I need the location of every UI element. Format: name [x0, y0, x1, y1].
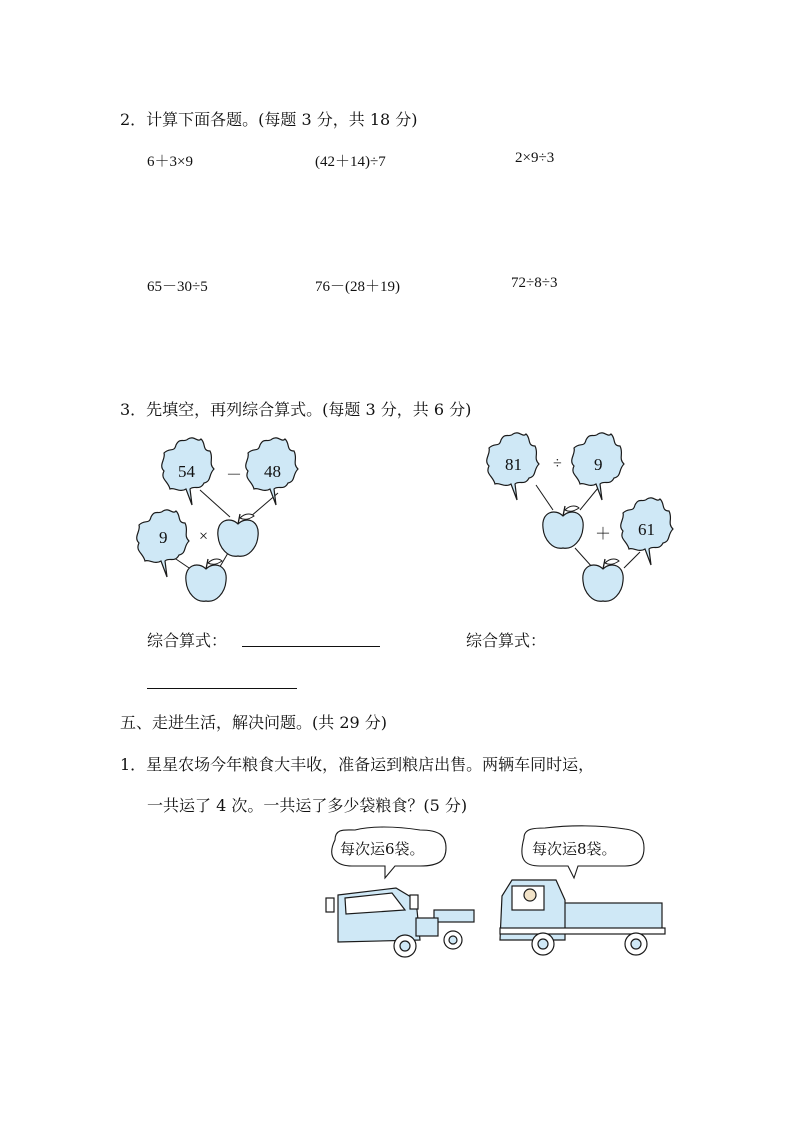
operator-minus: － [226, 467, 243, 484]
leaf-value-54: 54 [178, 462, 195, 481]
apple-icon [186, 559, 226, 601]
apple-icon [543, 506, 583, 548]
leaf-value-61: 61 [638, 520, 655, 539]
leaf-value-81: 81 [505, 455, 522, 474]
q2-expr-2: (42＋14)÷7 [315, 154, 386, 170]
answer-blank-left[interactable] [242, 646, 380, 647]
q2-expr-6: 72÷8÷3 [511, 275, 558, 291]
operator-times: × [199, 528, 209, 545]
formula-label-left: 综合算式： [147, 631, 228, 650]
q2-expr-1: 6＋3×9 [147, 154, 193, 170]
formula-label-right: 综合算式： [466, 631, 547, 650]
leaf-value-48: 48 [264, 462, 281, 481]
answer-blank-right[interactable] [147, 688, 297, 689]
q2-expr-4: 65－30÷5 [147, 279, 208, 295]
apple-icon [583, 559, 623, 601]
q2-title: 2．计算下面各题。(每题 3 分，共 18 分) [120, 110, 418, 129]
bubble-text-right: 每次运8袋。 [532, 840, 617, 858]
q1-text-line2: 一共运了 4 次。一共运了多少袋粮食？(5 分) [147, 796, 468, 815]
q2-expr-3: 2×9÷3 [515, 150, 555, 166]
bubble-text-left: 每次运6袋。 [340, 840, 425, 858]
operator-plus: ＋ [595, 526, 612, 543]
operator-divide: ÷ [553, 455, 562, 472]
truck-right-illustration [500, 880, 665, 955]
leaf-value-9: 9 [159, 528, 168, 547]
q1-text-line1: 1．星星农场今年粮食大丰收，准备运到粮店出售。两辆车同时运， [120, 755, 595, 774]
q2-expr-5: 76－(28＋19) [315, 279, 400, 295]
q3-title: 3．先填空，再列综合算式。(每题 3 分，共 6 分) [120, 400, 472, 419]
truck-left-illustration [326, 888, 474, 957]
apple-icon [218, 514, 258, 556]
leaf-value-9: 9 [594, 455, 603, 474]
section5-title: 五、走进生活，解决问题。(共 29 分) [120, 713, 388, 732]
